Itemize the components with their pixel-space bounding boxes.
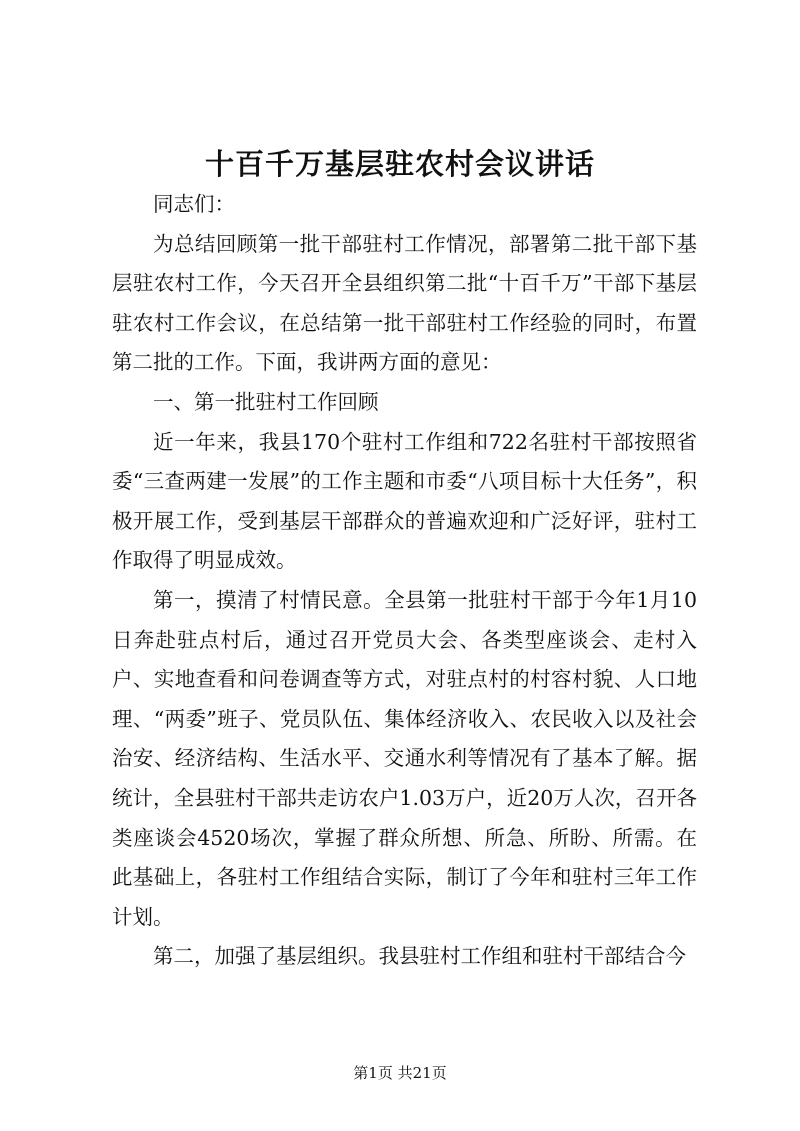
paragraph-point-one: 第一，摸清了村情民意。全县第一批驻村干部于今年1月10日奔赴驻点村后，通过召开党员大会、各类型座谈会、走村入户、实地查看和问卷调查等方式，对驻点村的村容村貌、人口地理、“两委”班子、党员队伍、集体经济收入、农民收入以及社会治安、经济结构、生活水平、交通水利等情况有了基本了解。据统计，全县驻村干部共走访农户1.03万户，近20万人次，召开各类座谈会4520场次，掌握了群众所想、所急、所盼、所需。在此基础上，各驻村工作组结合实际，制订了今年和驻村三年工作计划。 xyxy=(112,587,697,929)
document-title: 十百千万基层驻农村会议讲话 xyxy=(204,147,595,181)
paragraph-intro: 为总结回顾第一批干部驻村工作情况，部署第二批干部下基层驻农村工作，今天召开全县组织第二批“十百千万”干部下基层驻农村工作会议，在总结第一批干部驻村工作经验的同时，布置第二批的工作。下面，我讲两方面的意见： xyxy=(112,231,697,375)
page-footer: 第1页 共21页 xyxy=(353,1064,447,1082)
paragraph-overview: 近一年来，我县170个驻村工作组和722名驻村干部按照省委“三查两建一发展”的工作主题和市委“八项目标十大任务”，积极开展工作，受到基层干部群众的普遍欢迎和广泛好评，驻村工作取得了明显成效。 xyxy=(112,429,697,573)
paragraph-salutation: 同志们： xyxy=(153,192,235,216)
document-body xyxy=(112,185,697,977)
paragraph-point-two: 第二，加强了基层组织。我县驻村工作组和驻村干部结合今 xyxy=(153,944,686,969)
section-heading: 一、第一批驻村工作回顾 xyxy=(153,389,379,414)
